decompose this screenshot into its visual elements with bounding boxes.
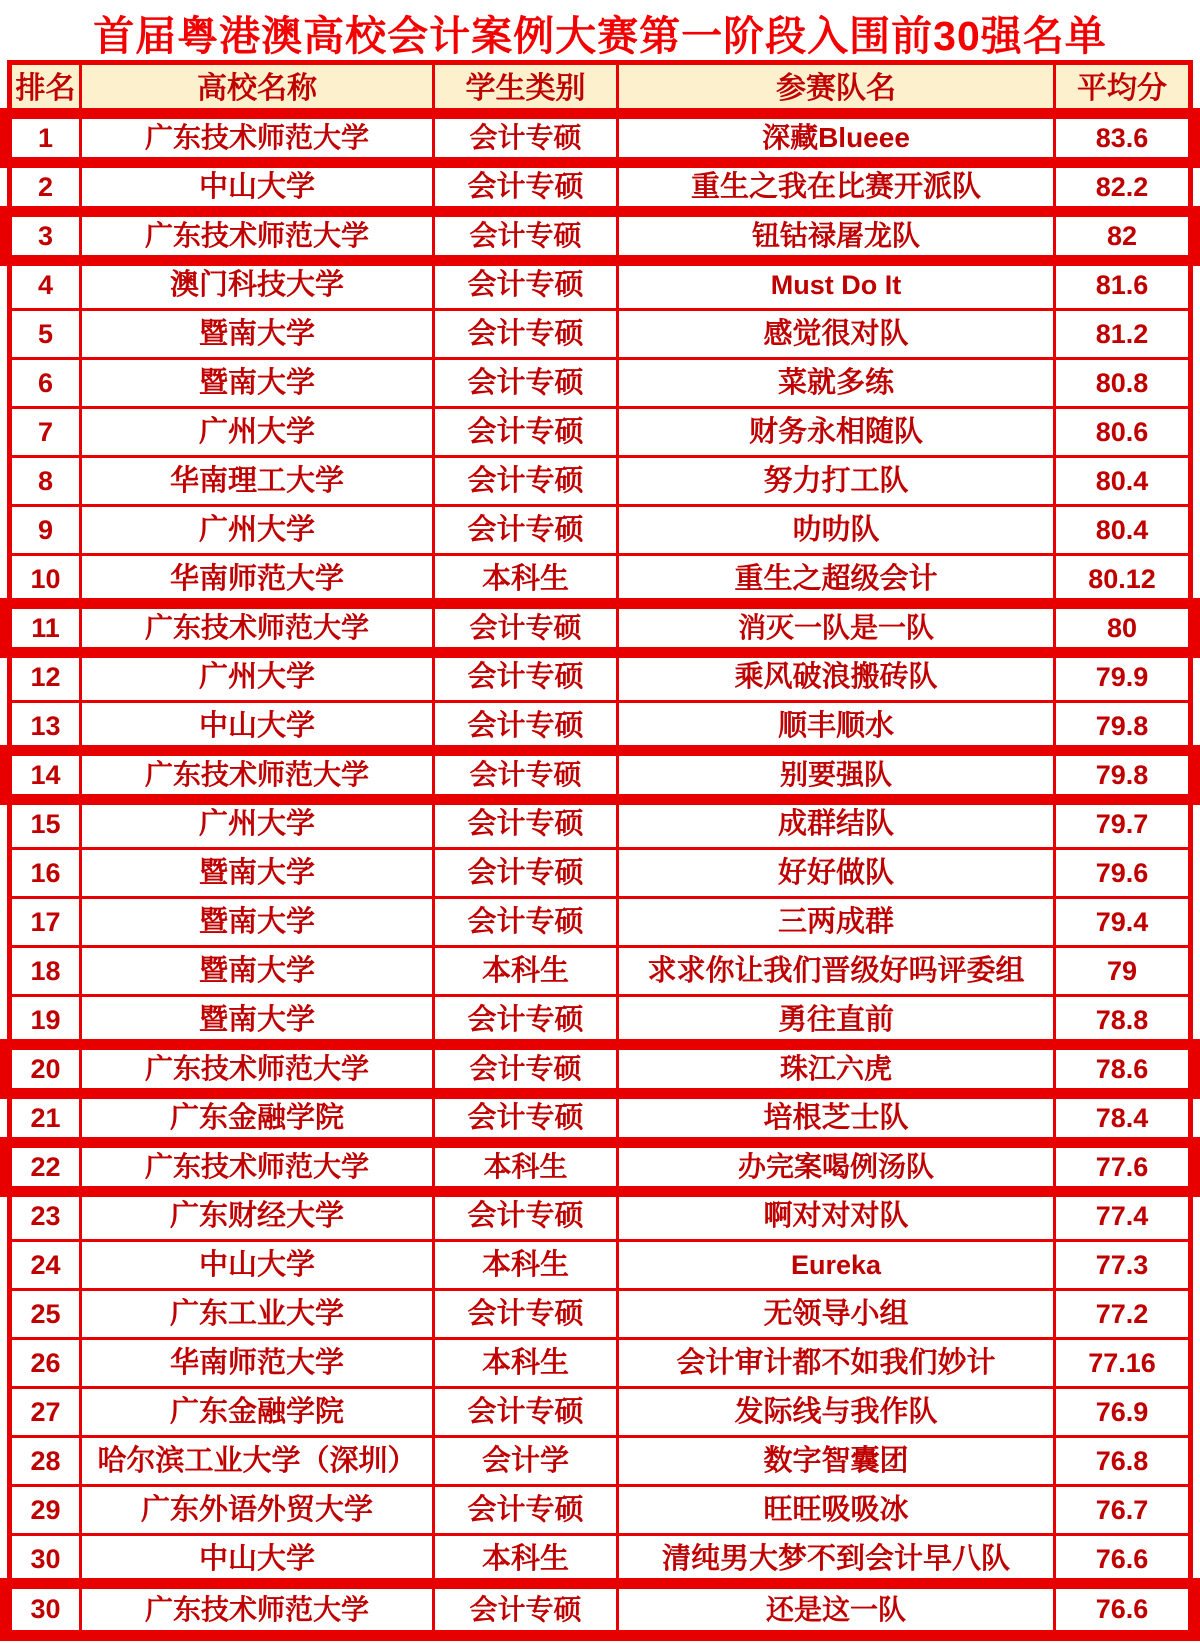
rank-cell: 9 — [12, 507, 82, 553]
rank-cell: 19 — [12, 997, 82, 1043]
category-cell: 会计专硕 — [435, 752, 619, 798]
university-cell: 华南师范大学 — [82, 1340, 435, 1386]
rank-cell: 22 — [12, 1144, 82, 1190]
team-cell: 重生之超级会计 — [619, 556, 1056, 602]
table-row — [12, 1242, 1188, 1291]
rank-cell: 5 — [12, 311, 82, 357]
score-cell: 77.2 — [1095, 1298, 1149, 1329]
university-cell: 暨南大学 — [82, 850, 435, 896]
university-cell: 广东技术师范大学 — [82, 1046, 435, 1092]
rank-cell: 3 — [12, 213, 82, 259]
table-row — [12, 1095, 1188, 1144]
university-cell: 广东金融学院 — [82, 1095, 435, 1141]
category-cell: 会计专硕 — [435, 654, 619, 700]
table-row — [12, 360, 1188, 409]
rank-cell: 12 — [12, 654, 82, 700]
rank-cell: 30 — [12, 1585, 82, 1634]
university-cell: 广东技术师范大学 — [82, 752, 435, 798]
team-cell: 发际线与我作队 — [619, 1389, 1056, 1435]
university-cell: 暨南大学 — [82, 311, 435, 357]
table-row — [12, 654, 1188, 703]
score-cell: 79.6 — [1095, 857, 1149, 888]
university-cell: 广东工业大学 — [82, 1291, 435, 1337]
category-cell: 会计专硕 — [435, 213, 619, 259]
rank-cell: 13 — [12, 703, 82, 749]
team-cell: 叻叻队 — [619, 507, 1056, 553]
university-cell: 广东技术师范大学 — [82, 605, 435, 651]
university-cell: 华南理工大学 — [82, 458, 435, 504]
team-cell: 旺旺吸吸冰 — [619, 1487, 1056, 1533]
table-row — [12, 311, 1188, 360]
rank-cell: 8 — [12, 458, 82, 504]
category-cell: 会计专硕 — [435, 458, 619, 504]
column-header-team: 参赛队名 — [619, 65, 1056, 112]
rank-cell: 29 — [12, 1487, 82, 1533]
category-cell: 会计专硕 — [435, 360, 619, 406]
team-cell: Must Do It — [619, 262, 1056, 308]
university-cell: 广东技术师范大学 — [82, 1144, 435, 1190]
score-cell: 80.8 — [1095, 367, 1149, 398]
team-cell: 求求你让我们晋级好吗评委组 — [619, 948, 1056, 994]
team-cell: 三两成群 — [619, 899, 1056, 945]
team-cell: 会计审计都不如我们妙计 — [619, 1340, 1056, 1386]
score-cell: 79.9 — [1095, 661, 1149, 692]
category-cell: 会计专硕 — [435, 1095, 619, 1141]
category-cell: 本科生 — [435, 1536, 619, 1582]
rank-cell: 30 — [12, 1536, 82, 1582]
team-cell: 珠江六虎 — [619, 1046, 1056, 1092]
category-cell: 会计专硕 — [435, 1487, 619, 1533]
ranking-table — [7, 60, 1193, 1639]
score-cell: 80.6 — [1095, 416, 1149, 447]
rank-cell: 21 — [12, 1095, 82, 1141]
table-row — [12, 801, 1188, 850]
university-cell: 哈尔滨工业大学（深圳） — [82, 1438, 435, 1484]
university-cell: 暨南大学 — [82, 997, 435, 1043]
rank-cell: 7 — [12, 409, 82, 455]
table-header-row — [12, 65, 1188, 115]
rank-cell: 6 — [12, 360, 82, 406]
category-cell: 会计专硕 — [435, 1193, 619, 1239]
score-cell: 77.4 — [1095, 1200, 1149, 1231]
category-cell: 会计专硕 — [435, 703, 619, 749]
table-row-highlighted — [12, 752, 1188, 801]
category-cell: 会计专硕 — [435, 1585, 619, 1634]
table-row-highlighted — [12, 1144, 1188, 1193]
score-cell: 82.2 — [1095, 171, 1149, 202]
university-cell: 广东技术师范大学 — [82, 1585, 435, 1634]
score-cell: 76.6 — [1095, 1594, 1149, 1624]
score-cell: 79 — [1106, 955, 1138, 986]
table-row — [12, 703, 1188, 752]
category-cell: 会计专硕 — [435, 409, 619, 455]
rank-cell: 24 — [12, 1242, 82, 1288]
category-cell: 会计专硕 — [435, 850, 619, 896]
university-cell: 广州大学 — [82, 801, 435, 847]
score-cell: 78.8 — [1095, 1004, 1149, 1035]
rank-cell: 10 — [12, 556, 82, 602]
team-cell: 成群结队 — [619, 801, 1056, 847]
team-cell: 消灭一队是一队 — [619, 605, 1056, 651]
university-cell: 中山大学 — [82, 1536, 435, 1582]
team-cell: 无领导小组 — [619, 1291, 1056, 1337]
score-cell: 76.7 — [1095, 1494, 1149, 1525]
category-cell: 本科生 — [435, 1144, 619, 1190]
score-cell: 81.2 — [1095, 318, 1149, 349]
category-cell: 本科生 — [435, 1340, 619, 1386]
team-cell: Eureka — [619, 1242, 1056, 1288]
table-row-highlighted — [12, 115, 1188, 164]
university-cell: 中山大学 — [82, 164, 435, 210]
score-cell: 80.4 — [1095, 514, 1149, 545]
category-cell: 会计专硕 — [435, 507, 619, 553]
team-cell: 重生之我在比赛开派队 — [619, 164, 1056, 210]
team-cell: 钮钴禄屠龙队 — [619, 213, 1056, 259]
table-row — [12, 1487, 1188, 1536]
table-row — [12, 899, 1188, 948]
university-cell: 广东技术师范大学 — [82, 213, 435, 259]
table-row-highlighted — [12, 213, 1188, 262]
score-cell: 79.8 — [1095, 710, 1149, 741]
team-cell: 财务永相随队 — [619, 409, 1056, 455]
score-cell: 80.12 — [1088, 563, 1156, 594]
university-cell: 华南师范大学 — [82, 556, 435, 602]
team-cell: 勇往直前 — [619, 997, 1056, 1043]
category-cell: 会计专硕 — [435, 115, 619, 161]
university-cell: 广东财经大学 — [82, 1193, 435, 1239]
table-row — [12, 1536, 1188, 1585]
table-row-highlighted — [12, 1046, 1188, 1095]
rank-cell: 20 — [12, 1046, 82, 1092]
table-row-highlighted — [12, 605, 1188, 654]
category-cell: 会计专硕 — [435, 1389, 619, 1435]
category-cell: 会计专硕 — [435, 311, 619, 357]
column-header-category: 学生类别 — [435, 65, 619, 112]
rank-cell: 14 — [12, 752, 82, 798]
category-cell: 会计专硕 — [435, 262, 619, 308]
score-cell: 78.6 — [1095, 1053, 1149, 1084]
column-header-score: 平均分 — [1077, 71, 1167, 105]
score-cell: 77.6 — [1095, 1151, 1149, 1182]
team-cell: 深藏Blueee — [619, 115, 1056, 161]
table-row — [12, 1193, 1188, 1242]
column-header-university: 高校名称 — [82, 65, 435, 112]
category-cell: 会计专硕 — [435, 1046, 619, 1092]
team-cell: 菜就多练 — [619, 360, 1056, 406]
table-row — [12, 556, 1188, 605]
score-cell: 81.6 — [1095, 269, 1149, 300]
category-cell: 会计专硕 — [435, 164, 619, 210]
table-row — [12, 409, 1188, 458]
rank-cell: 15 — [12, 801, 82, 847]
category-cell: 会计专硕 — [435, 997, 619, 1043]
team-cell: 啊对对对队 — [619, 1193, 1056, 1239]
rank-cell: 11 — [12, 605, 82, 651]
table-row — [12, 262, 1188, 311]
score-cell: 79.4 — [1095, 906, 1149, 937]
rank-cell: 17 — [12, 899, 82, 945]
page-title: 首届粤港澳高校会计案例大赛第一阶段入围前30强名单 — [93, 12, 1107, 59]
team-cell: 好好做队 — [619, 850, 1056, 896]
team-cell: 还是这一队 — [619, 1585, 1056, 1634]
rank-cell: 16 — [12, 850, 82, 896]
category-cell: 会计专硕 — [435, 1291, 619, 1337]
category-cell: 会计学 — [435, 1438, 619, 1484]
category-cell: 会计专硕 — [435, 899, 619, 945]
rank-cell: 1 — [12, 115, 82, 161]
university-cell: 广东金融学院 — [82, 1389, 435, 1435]
table-row — [12, 458, 1188, 507]
score-cell: 78.4 — [1095, 1102, 1149, 1133]
university-cell: 澳门科技大学 — [82, 262, 435, 308]
table-row — [12, 997, 1188, 1046]
team-cell: 清纯男大梦不到会计早八队 — [619, 1536, 1056, 1582]
rank-cell: 23 — [12, 1193, 82, 1239]
rank-cell: 2 — [12, 164, 82, 210]
column-header-rank: 排名 — [12, 65, 82, 112]
table-row-highlighted — [12, 1585, 1188, 1634]
table-row — [12, 1389, 1188, 1438]
rank-cell: 18 — [12, 948, 82, 994]
score-cell: 76.6 — [1095, 1543, 1149, 1574]
category-cell: 本科生 — [435, 948, 619, 994]
university-cell: 暨南大学 — [82, 899, 435, 945]
score-cell: 79.7 — [1095, 808, 1149, 839]
university-cell: 广东外语外贸大学 — [82, 1487, 435, 1533]
rank-cell: 28 — [12, 1438, 82, 1484]
table-row — [12, 507, 1188, 556]
university-cell: 广州大学 — [82, 654, 435, 700]
table-row — [12, 1291, 1188, 1340]
category-cell: 本科生 — [435, 1242, 619, 1288]
university-cell: 中山大学 — [82, 703, 435, 749]
score-cell: 80.4 — [1095, 465, 1149, 496]
table-row — [12, 948, 1188, 997]
university-cell: 广州大学 — [82, 409, 435, 455]
university-cell: 暨南大学 — [82, 948, 435, 994]
table-row — [12, 1438, 1188, 1487]
category-cell: 会计专硕 — [435, 605, 619, 651]
university-cell: 暨南大学 — [82, 360, 435, 406]
table-row — [12, 1340, 1188, 1389]
category-cell: 本科生 — [435, 556, 619, 602]
rank-cell: 26 — [12, 1340, 82, 1386]
team-cell: 办完案喝例汤队 — [619, 1144, 1056, 1190]
university-cell: 广州大学 — [82, 507, 435, 553]
rank-cell: 27 — [12, 1389, 82, 1435]
university-cell: 中山大学 — [82, 1242, 435, 1288]
category-cell: 会计专硕 — [435, 801, 619, 847]
score-cell: 77.3 — [1095, 1249, 1149, 1280]
score-cell: 76.8 — [1095, 1445, 1149, 1476]
team-cell: 乘风破浪搬砖队 — [619, 654, 1056, 700]
team-cell: 数字智囊团 — [619, 1438, 1056, 1484]
team-cell: 努力打工队 — [619, 458, 1056, 504]
team-cell: 感觉很对队 — [619, 311, 1056, 357]
rank-cell: 4 — [12, 262, 82, 308]
team-cell: 培根芝士队 — [619, 1095, 1056, 1141]
table-row — [12, 164, 1188, 213]
page — [0, 4, 1200, 1643]
score-cell: 82 — [1106, 220, 1138, 251]
rank-cell: 25 — [12, 1291, 82, 1337]
team-cell: 别要强队 — [619, 752, 1056, 798]
score-cell: 76.9 — [1095, 1396, 1149, 1427]
score-cell: 83.6 — [1095, 122, 1149, 153]
table-row — [12, 850, 1188, 899]
university-cell: 广东技术师范大学 — [82, 115, 435, 161]
score-cell: 77.16 — [1088, 1347, 1156, 1378]
score-cell: 79.8 — [1095, 759, 1149, 790]
score-cell: 80 — [1106, 612, 1138, 643]
team-cell: 顺丰顺水 — [619, 703, 1056, 749]
